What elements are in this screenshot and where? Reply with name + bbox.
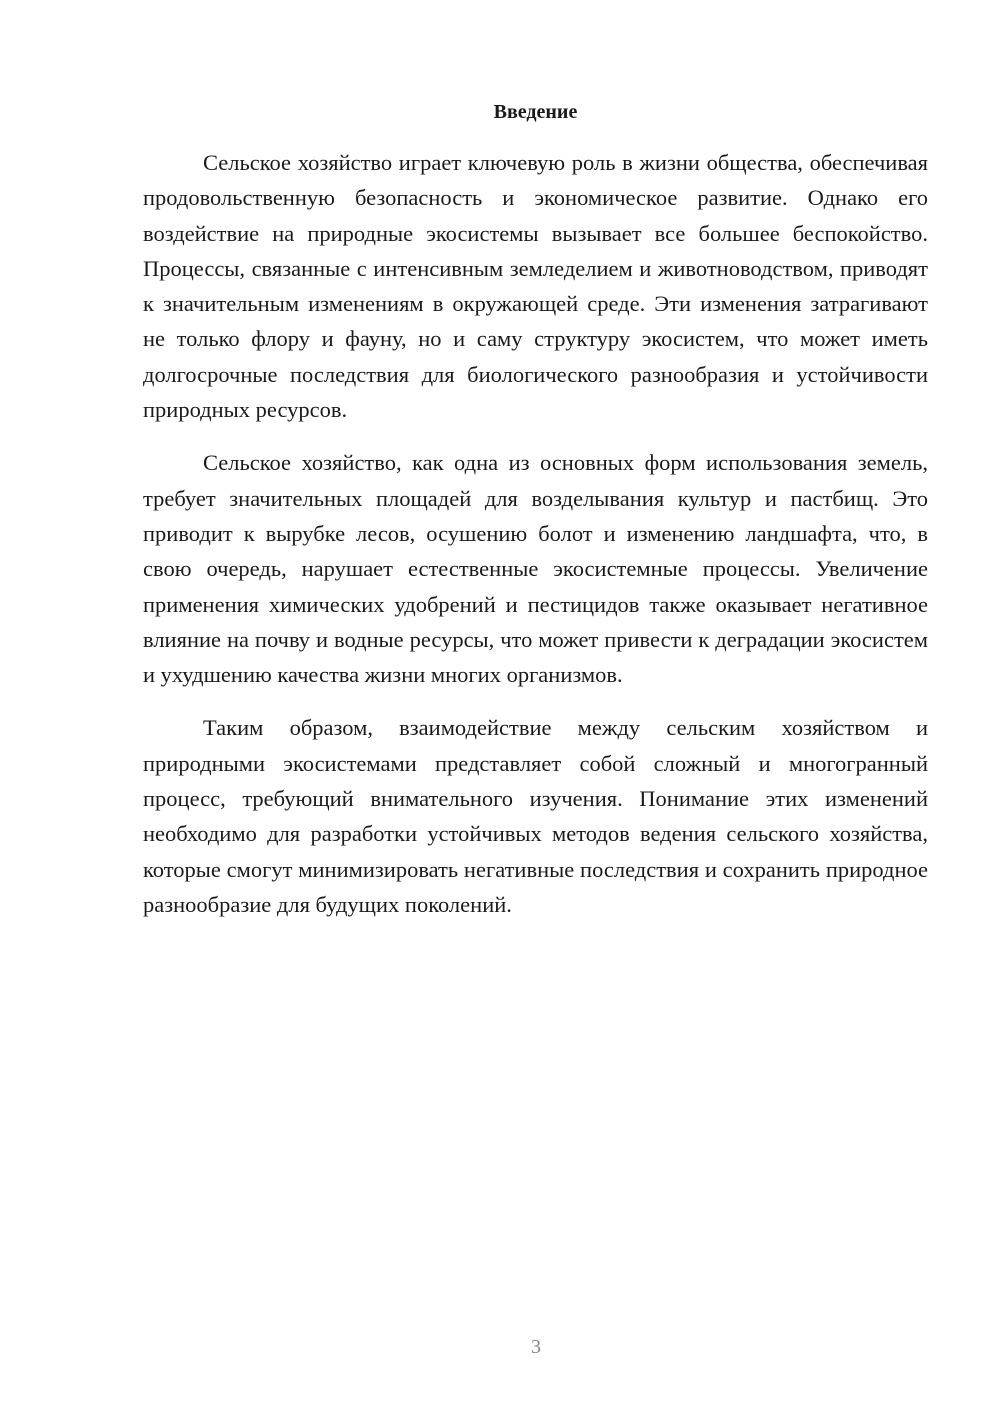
paragraph-1: Сельское хозяйство играет ключевую роль в жизни общества, обеспечивая продовольственную безопасность и экономическое развитие. Однако его воздействие на природные экосистемы вызывает все большее беспокойство. Процессы, связанные с интенсивным земледелием и животноводством, приводят к значительным изменениям в окружающей среде. Эти изменения затрагивают не только флору и фауну, но и саму структуру экосистем, что может иметь долгосрочные последствия для биологического разнообразия и устойчивости природных ресурсов. <box>143 150 928 423</box>
page-number: 3 <box>531 1336 541 1358</box>
paragraph-2: Сельское хозяйство, как одна из основных форм использования земель, требует значительных площадей для возделывания культур и пастбищ. Это приводит к вырубке лесов, осушению болот и изменению ландшафта, что, в свою очередь, нарушает естественные экосистемные процессы. Увеличение применения химических удобрений и пестицидов также оказывает негативное влияние на почву и водные ресурсы, что может привести к деградации экосистем и ухудшению качества жизни многих организмов. <box>143 450 928 688</box>
body-text <box>143 145 928 940</box>
section-title: Введение <box>493 101 578 123</box>
paragraph-3: Таким образом, взаимодействие между сельским хозяйством и природными экосистемами представляет собой сложный и многогранный процесс, требующий внимательного изучения. Понимание этих изменений необходимо для разработки устойчивых методов ведения сельского хозяйства, которые смогут минимизировать негативные последствия и сохранить природное разнообразие для будущих поколений. <box>143 715 928 917</box>
